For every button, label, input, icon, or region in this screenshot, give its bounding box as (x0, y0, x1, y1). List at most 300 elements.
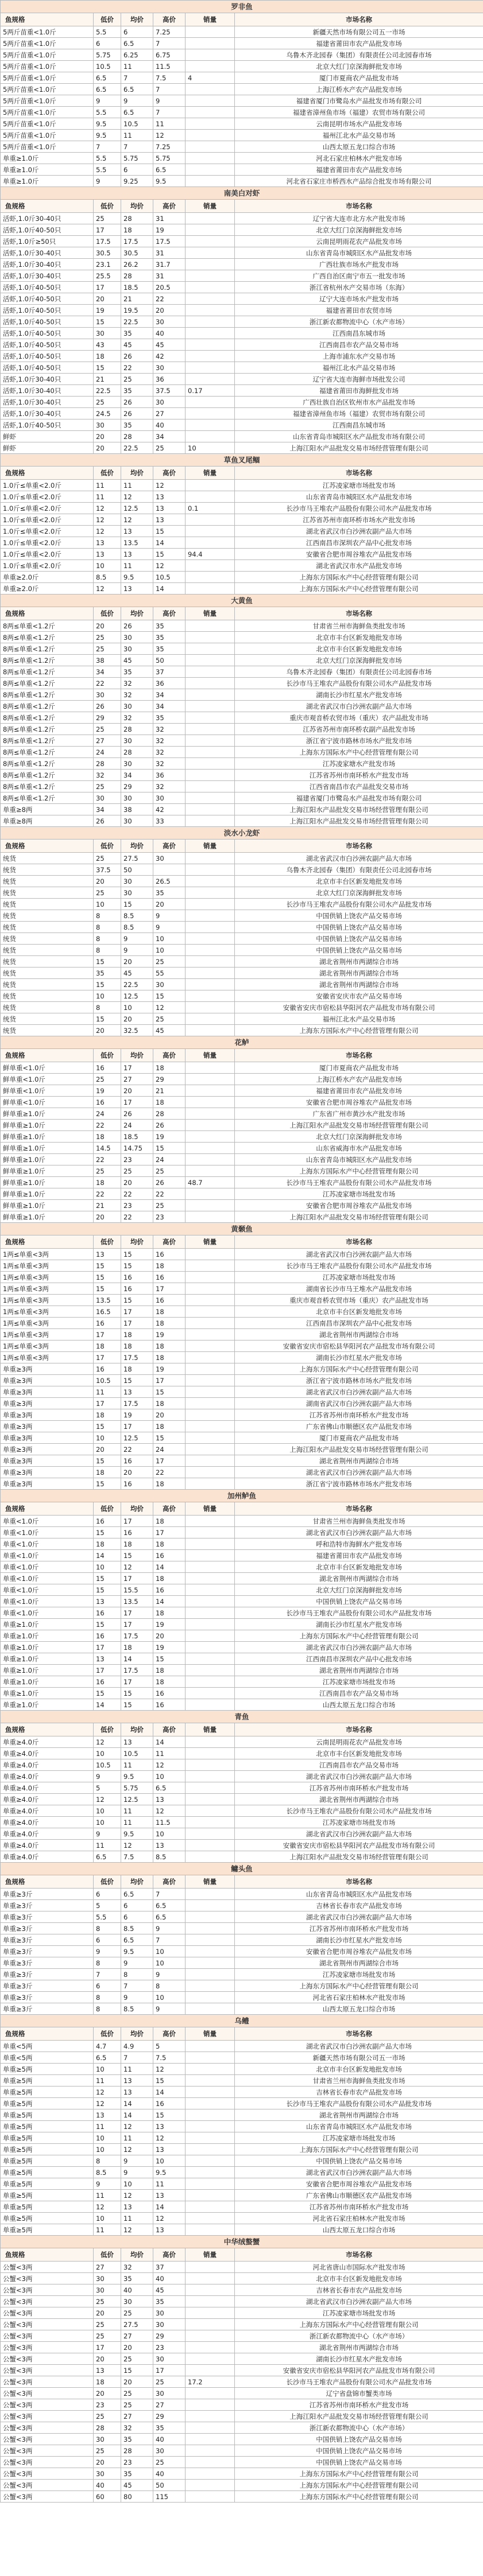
cell-volume (186, 678, 235, 689)
cell-high: 11 (153, 2178, 186, 2190)
table-row (1, 1200, 483, 1211)
cell-high: 32 (153, 781, 186, 792)
column-header-market: 市场名称 (235, 607, 483, 620)
cell-high: 25 (153, 1165, 186, 1177)
cell-volume (186, 1934, 235, 1946)
cell-market: 中国供销上饶农产品交易市场 (235, 2155, 483, 2167)
cell-spec: 公蟹<3两 (1, 2365, 94, 2376)
cell-spec: 统货 (1, 864, 94, 876)
cell-market: 厦门市夏商农产品批发市场 (235, 1062, 483, 1074)
cell-volume (186, 2109, 235, 2121)
cell-high: 32 (153, 747, 186, 758)
column-header-avg: 均价 (121, 840, 153, 853)
cell-market: 上海东方国际水产中心经营管理有限公司 (235, 747, 483, 758)
cell-avg: 6.5 (121, 107, 153, 118)
cell-spec: 活虾,1.0斤40-50只 (1, 328, 94, 339)
table-row (1, 666, 483, 678)
section-title-row (1, 595, 483, 607)
column-header-row (1, 1723, 483, 1736)
section-title-row (1, 1223, 483, 1235)
cell-spec: 单重≥2.0斤 (1, 572, 94, 583)
column-header-spec: 鱼规格 (1, 2248, 94, 2262)
cell-volume (186, 792, 235, 804)
cell-volume (186, 1676, 235, 1688)
section-title: 加州鲈鱼 (1, 1490, 483, 1502)
cell-market: 云南昆明雨花农产品批发市场 (235, 236, 483, 247)
cell-market: 山东省青岛市城阳区水产品批发市场 (235, 247, 483, 259)
table-row (1, 2213, 483, 2224)
cell-avg: 16 (121, 1527, 153, 1538)
cell-low: 12 (94, 2098, 121, 2109)
cell-low: 8 (94, 945, 121, 956)
cell-market: 上海江阳水产品批发交易市场经营管理有限公司 (235, 1211, 483, 1223)
cell-spec: 公蟹<3两 (1, 2273, 94, 2284)
table-row (1, 526, 483, 537)
cell-volume (186, 1398, 235, 1409)
column-header-high: 高价 (153, 13, 186, 26)
cell-avg: 11 (121, 1759, 153, 1771)
cell-low: 30 (94, 792, 121, 804)
section-title-row (1, 454, 483, 467)
cell-low: 30 (94, 2273, 121, 2284)
table-row (1, 804, 483, 815)
cell-high: 6.5 (153, 1900, 186, 1911)
cell-high: 36 (153, 770, 186, 781)
cell-spec: 单重≥3斤 (1, 1900, 94, 1911)
cell-low: 30 (94, 689, 121, 701)
cell-spec: 单重≥3两 (1, 1432, 94, 1444)
cell-volume (186, 2491, 235, 2503)
column-header-avg: 均价 (121, 2027, 153, 2041)
cell-avg: 15 (121, 899, 153, 910)
cell-volume (186, 1318, 235, 1329)
cell-spec: 单重≥1.0斤 (1, 164, 94, 176)
cell-spec: 活虾,1.0斤40-50只 (1, 351, 94, 362)
cell-avg: 9.25 (121, 176, 153, 187)
cell-low: 43 (94, 339, 121, 351)
cell-high: 30 (153, 362, 186, 374)
cell-avg: 16 (121, 1283, 153, 1295)
cell-avg: 17.5 (121, 1630, 153, 1642)
cell-market: 上海江阳水产品批发交易市场经营管理有限公司 (235, 1444, 483, 1455)
cell-market: 湖南长沙市红星水产批发市场 (235, 1934, 483, 1946)
cell-volume (186, 1642, 235, 1653)
table-row (1, 1177, 483, 1188)
cell-high: 6.5 (153, 1911, 186, 1923)
cell-high: 10 (153, 2155, 186, 2167)
cell-market: 福建省莆田市海鲜批发市场 (235, 385, 483, 397)
table-row (1, 1817, 483, 1828)
cell-spec: 1两≤单重<3两 (1, 1352, 94, 1363)
table-row (1, 853, 483, 864)
cell-high: 18 (153, 1538, 186, 1550)
cell-avg: 32 (121, 2262, 153, 2273)
section-title-row (1, 1036, 483, 1049)
column-header-avg: 均价 (121, 1049, 153, 1062)
column-header-high: 高价 (153, 1049, 186, 1062)
cell-avg: 27.5 (121, 2319, 153, 2330)
table-row (1, 1630, 483, 1642)
cell-avg: 26 (121, 1108, 153, 1120)
cell-high: 18 (153, 1398, 186, 1409)
cell-avg: 13 (121, 1736, 153, 1748)
cell-avg: 12.5 (121, 1794, 153, 1805)
cell-low: 10.5 (94, 61, 121, 72)
cell-avg: 11 (121, 560, 153, 572)
cell-avg: 12.5 (121, 990, 153, 1002)
cell-volume (186, 2468, 235, 2480)
column-header-low: 低价 (94, 1502, 121, 1516)
cell-volume (186, 2296, 235, 2307)
cell-market: 江苏凌家塘市场批发市场 (235, 480, 483, 491)
cell-avg: 13 (121, 526, 153, 537)
cell-volume (186, 61, 235, 72)
cell-spec: 单重≥5两 (1, 2213, 94, 2224)
column-header-low: 低价 (94, 1235, 121, 1249)
cell-spec: 单重≥5两 (1, 2144, 94, 2155)
table-row (1, 887, 483, 899)
cell-market: 安徽省安庆市宿松县华阳河农产品批发市场有限公司 (235, 2365, 483, 2376)
table-row (1, 1653, 483, 1665)
cell-volume (186, 804, 235, 815)
cell-low: 21 (94, 1200, 121, 1211)
cell-high: 9 (153, 1969, 186, 1980)
cell-market: 北京市丰台区新发地批发市场 (235, 632, 483, 643)
cell-spec: 单重≥3斤 (1, 1992, 94, 2003)
table-row (1, 491, 483, 503)
cell-market: 山西太原五龙口综合市场 (235, 2224, 483, 2236)
cell-low: 15 (94, 1688, 121, 1699)
cell-avg: 30 (121, 701, 153, 712)
cell-avg: 17 (121, 1318, 153, 1329)
section-title: 黄颡鱼 (1, 1223, 483, 1235)
cell-spec: 公蟹<3两 (1, 2296, 94, 2307)
cell-avg: 10 (121, 1002, 153, 1013)
table-row (1, 1352, 483, 1363)
cell-volume (186, 38, 235, 49)
cell-avg: 28 (121, 2445, 153, 2457)
cell-low: 12 (94, 1794, 121, 1805)
cell-spec: 鲜单重<1.0斤 (1, 1097, 94, 1108)
cell-low: 27 (94, 735, 121, 747)
cell-spec: 单重≥1.0斤 (1, 1676, 94, 1688)
cell-volume (186, 84, 235, 95)
cell-volume (186, 770, 235, 781)
cell-volume (186, 701, 235, 712)
cell-volume (186, 1596, 235, 1607)
table-row (1, 176, 483, 187)
column-header-high: 高价 (153, 2027, 186, 2041)
section-title-row (1, 827, 483, 840)
column-header-avg: 均价 (121, 200, 153, 213)
cell-volume (186, 1759, 235, 1771)
table-row (1, 1923, 483, 1934)
cell-spec: 单重≥5两 (1, 2178, 94, 2190)
cell-spec: 单重≥5两 (1, 2087, 94, 2098)
cell-market: 江苏凌家塘市场批发市场 (235, 1272, 483, 1283)
cell-spec: 活虾,1.0斤30-40只 (1, 247, 94, 259)
cell-volume (186, 1619, 235, 1630)
column-header-market: 市场名称 (235, 840, 483, 853)
cell-low: 38 (94, 655, 121, 666)
cell-volume (186, 213, 235, 224)
cell-volume (186, 933, 235, 945)
cell-high: 45 (153, 339, 186, 351)
table-row (1, 84, 483, 95)
cell-high: 30 (153, 316, 186, 328)
cell-spec: 单重≥3两 (1, 1363, 94, 1375)
column-header-low: 低价 (94, 840, 121, 853)
cell-market: 福州江北水产品交易市场 (235, 1013, 483, 1025)
cell-low: 8 (94, 2003, 121, 2015)
table-row (1, 1992, 483, 2003)
column-header-volume: 销量 (186, 2248, 235, 2262)
cell-low: 22 (94, 1188, 121, 1200)
cell-low: 9 (94, 1828, 121, 1840)
cell-avg: 38 (121, 804, 153, 815)
cell-low: 6.5 (94, 72, 121, 84)
cell-market: 甘肃省兰州市海鲜鱼类批发市场 (235, 2075, 483, 2087)
cell-low: 13 (94, 549, 121, 560)
cell-low: 20 (94, 620, 121, 632)
cell-market: 长沙市马王堆农产品股份有限公司水产品批发市场 (235, 1607, 483, 1619)
column-header-volume: 销量 (186, 2027, 235, 2041)
cell-market: 厦门市夏商农产品批发市场 (235, 1432, 483, 1444)
section-title: 草鱼叉尾鲴 (1, 454, 483, 467)
table-row (1, 2330, 483, 2342)
cell-low: 9 (94, 95, 121, 107)
cell-avg: 45 (121, 339, 153, 351)
cell-avg: 50 (121, 864, 153, 876)
cell-spec: 公蟹<3两 (1, 2399, 94, 2411)
cell-market: 湖南长沙市红星水产批发市场 (235, 1352, 483, 1363)
cell-high: 31 (153, 213, 186, 224)
cell-avg: 45 (121, 655, 153, 666)
cell-high: 16 (153, 1699, 186, 1711)
table-row (1, 1318, 483, 1329)
cell-volume (186, 2201, 235, 2213)
cell-spec: 单重≥5两 (1, 2064, 94, 2075)
cell-low: 15 (94, 362, 121, 374)
cell-high: 35 (153, 712, 186, 724)
cell-high: 9 (153, 910, 186, 922)
table-row (1, 712, 483, 724)
cell-high: 50 (153, 655, 186, 666)
cell-low: 15 (94, 1260, 121, 1272)
cell-avg: 27 (121, 1074, 153, 1085)
table-row (1, 922, 483, 933)
cell-avg: 14 (121, 1653, 153, 1665)
cell-volume (186, 876, 235, 887)
cell-avg: 15 (121, 1375, 153, 1386)
cell-low: 7 (94, 1969, 121, 1980)
table-row (1, 1444, 483, 1455)
cell-market: 江苏凌家塘市场批发市场 (235, 1969, 483, 1980)
table-row (1, 1421, 483, 1432)
column-header-volume: 销量 (186, 200, 235, 213)
table-row (1, 1676, 483, 1688)
cell-spec: 5两斤苗重<1.0斤 (1, 49, 94, 61)
table-row (1, 910, 483, 922)
table-row (1, 1794, 483, 1805)
column-header-low: 低价 (94, 2027, 121, 2041)
table-row (1, 1584, 483, 1596)
cell-low: 15 (94, 1573, 121, 1584)
cell-market: 湖南长沙市红星水产批发市场 (235, 1619, 483, 1630)
cell-high: 28 (153, 1108, 186, 1120)
cell-market: 吉林省长春市农产品批发市场 (235, 2087, 483, 2098)
cell-high: 11.5 (153, 61, 186, 72)
cell-market: 浙江省宁波市路林市场水产批发市场 (235, 735, 483, 747)
column-header-low: 低价 (94, 200, 121, 213)
cell-high: 15 (153, 1653, 186, 1665)
cell-spec: 单重≥3斤 (1, 2003, 94, 2015)
cell-low: 11 (94, 1386, 121, 1398)
cell-low: 37.5 (94, 864, 121, 876)
table-row (1, 61, 483, 72)
cell-spec: 1.0斤≤单重<2.0斤 (1, 526, 94, 537)
cell-market: 湖北省荆州市两湖综合市场 (235, 956, 483, 968)
cell-volume (186, 293, 235, 305)
cell-market: 江苏省苏州市南环桥水产批发市场 (235, 2399, 483, 2411)
cell-market: 中国供销上饶农产品交易市场 (235, 910, 483, 922)
cell-low: 18 (94, 1467, 121, 1478)
table-row (1, 1341, 483, 1352)
cell-market: 山西太原五龙口综合市场 (235, 141, 483, 153)
cell-low: 5.5 (94, 164, 121, 176)
cell-avg: 5.75 (121, 1782, 153, 1794)
table-row (1, 2284, 483, 2296)
cell-high: 18 (153, 1421, 186, 1432)
cell-avg: 14 (121, 2109, 153, 2121)
table-row (1, 1538, 483, 1550)
table-row (1, 1736, 483, 1748)
cell-volume (186, 1074, 235, 1085)
cell-spec: 活虾,1.0斤40-50只 (1, 419, 94, 431)
cell-volume (186, 224, 235, 236)
column-header-avg: 均价 (121, 1235, 153, 1249)
cell-volume (186, 537, 235, 549)
cell-avg: 13.5 (121, 537, 153, 549)
cell-volume (186, 2224, 235, 2236)
cell-low: 28 (94, 758, 121, 770)
cell-volume (186, 815, 235, 827)
cell-spec: 统货 (1, 922, 94, 933)
cell-low: 8.5 (94, 2167, 121, 2178)
cell-avg: 16 (121, 1455, 153, 1467)
cell-market: 江苏凌家塘市场批发市场 (235, 2132, 483, 2144)
column-header-volume: 销量 (186, 1723, 235, 1736)
cell-low: 16.5 (94, 1306, 121, 1318)
table-row (1, 247, 483, 259)
cell-low: 6 (94, 1934, 121, 1946)
cell-high: 16 (153, 1550, 186, 1561)
cell-avg: 16 (121, 1478, 153, 1490)
table-row (1, 1188, 483, 1200)
cell-avg: 10.5 (121, 118, 153, 130)
table-row (1, 1025, 483, 1036)
column-header-avg: 均价 (121, 1723, 153, 1736)
cell-avg: 17 (121, 1676, 153, 1688)
table-row (1, 1120, 483, 1131)
cell-avg: 19 (121, 1409, 153, 1421)
column-header-volume: 销量 (186, 607, 235, 620)
cell-low: 30 (94, 2284, 121, 2296)
cell-market: 湖北省武汉市白沙洲农副产品大市场 (235, 1249, 483, 1260)
cell-avg: 28 (121, 270, 153, 282)
cell-low: 10 (94, 560, 121, 572)
section-title: 罗非鱼 (1, 1, 483, 13)
cell-avg: 22.5 (121, 979, 153, 990)
cell-spec: 鲜虾 (1, 431, 94, 442)
cell-spec: 1.0斤≤单重<2.0斤 (1, 480, 94, 491)
cell-avg: 28 (121, 431, 153, 442)
cell-low: 12 (94, 583, 121, 595)
cell-volume (186, 2284, 235, 2296)
cell-spec: 8两≤单重<1.2斤 (1, 643, 94, 655)
table-row (1, 2445, 483, 2457)
cell-avg: 23 (121, 2457, 153, 2468)
cell-market: 江西南昌市深圳农产品中心批发市场 (235, 1653, 483, 1665)
cell-high: 35 (153, 643, 186, 655)
table-row (1, 2075, 483, 2087)
cell-high: 29 (153, 1074, 186, 1085)
cell-spec: 单重≥1.0斤 (1, 153, 94, 164)
cell-high: 11 (153, 1748, 186, 1759)
cell-low: 16 (94, 1607, 121, 1619)
cell-low: 10 (94, 1432, 121, 1444)
cell-low: 34 (94, 804, 121, 815)
cell-low: 13 (94, 1596, 121, 1607)
cell-market: 山东省威海市水产品批发市场 (235, 1143, 483, 1154)
cell-avg: 14 (121, 2098, 153, 2109)
table-row (1, 1409, 483, 1421)
cell-volume (186, 1561, 235, 1573)
table-row (1, 2388, 483, 2399)
cell-spec: 单重≥5两 (1, 2224, 94, 2236)
cell-low: 25 (94, 781, 121, 792)
cell-volume (186, 1165, 235, 1177)
cell-market: 上海东方国际水产中心经营管理有限公司 (235, 572, 483, 583)
cell-avg: 17.5 (121, 1398, 153, 1409)
cell-spec: 8两≤单重<1.2斤 (1, 712, 94, 724)
cell-high: 30 (153, 792, 186, 804)
cell-volume (186, 1688, 235, 1699)
cell-volume (186, 1272, 235, 1283)
table-row (1, 2422, 483, 2434)
cell-volume (186, 1946, 235, 1957)
cell-market: 湖北省荆州市两湖综合市场 (235, 1957, 483, 1969)
cell-spec: 统货 (1, 990, 94, 1002)
cell-spec: 鲜单重≥1.0斤 (1, 1154, 94, 1165)
cell-low: 30 (94, 419, 121, 431)
table-row (1, 1478, 483, 1490)
cell-avg: 6.5 (121, 38, 153, 49)
cell-spec: 单重≥1.0斤 (1, 1619, 94, 1630)
cell-volume (186, 397, 235, 408)
cell-spec: 公蟹<3两 (1, 2376, 94, 2388)
cell-volume (186, 853, 235, 864)
table-row (1, 351, 483, 362)
cell-spec: 公蟹<3两 (1, 2445, 94, 2457)
cell-high: 18 (153, 1062, 186, 1074)
cell-volume (186, 735, 235, 747)
cell-avg: 14.75 (121, 1143, 153, 1154)
cell-market: 上海江阳水产品批发交易市场经营管理有限公司 (235, 442, 483, 454)
table-row (1, 2296, 483, 2307)
cell-avg: 13.5 (121, 1596, 153, 1607)
cell-high: 20 (153, 305, 186, 316)
